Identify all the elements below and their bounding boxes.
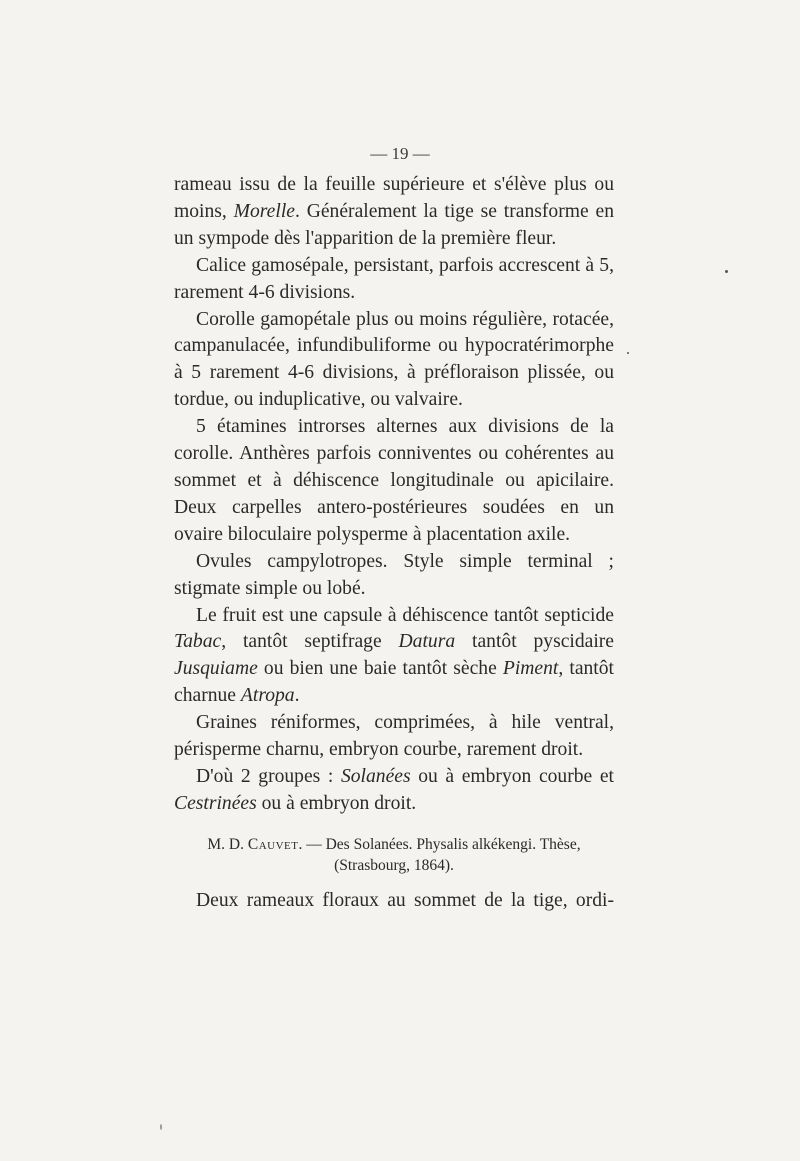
text-run: , tantôt septifrage: [221, 631, 399, 653]
paragraph-calice: Calice gamosépale, persistant, parfois accrescent à 5, rarement 4-6 divisions.: [174, 254, 614, 303]
ref-prefix: M. D.: [207, 835, 248, 853]
body-text: [174, 172, 614, 915]
paragraph-etamines: 5 étamines introrses alternes aux divisions de la corolle. Anthères parfois conniventes ou cohérentes au sommet et à déhiscence longitudinale ou apicilaire. Deux carpelles antero-postérieures soudées en un ovaire biloculaire polysperme à placentation axile.: [174, 416, 614, 545]
italic-term: Cestrinées: [174, 792, 257, 814]
page-number: — 19 —: [370, 144, 430, 163]
italic-term: Tabac: [174, 631, 222, 653]
text-run: ou à embryon courbe et: [410, 765, 614, 787]
italic-term: Solanées: [340, 765, 411, 787]
text-run: , tantôt charnue: [174, 658, 614, 707]
italic-term: Atropa: [240, 685, 295, 707]
paragraph-groupes: [174, 764, 614, 818]
text-run: D'où 2 groupes :: [196, 765, 341, 787]
paper-speck: [725, 270, 728, 273]
paragraph-graines: Graines réniformes, comprimées, à hile ventral, périsperme charnu, embryon courbe, rarement droit.: [174, 712, 614, 761]
text-run: tantôt pyscidaire: [455, 631, 615, 653]
paper-speck: [627, 352, 629, 354]
italic-term: Jusquiame: [174, 658, 258, 680]
italic-term: Morelle: [233, 200, 295, 222]
text-run: . Généralement la tige se transforme en un sympode dès l'apparition de la première fleur.: [174, 200, 614, 249]
text-run: Le fruit est une capsule à déhiscence tantôt septicide: [196, 604, 614, 626]
ref-place-date: (Strasbourg, 1864).: [334, 856, 454, 874]
paper-speck: [160, 1124, 162, 1130]
text-run: rameau issu de la feuille supérieure et s'élève plus ou moins,: [174, 174, 614, 222]
paragraph-corolle: Corolle gamopétale plus ou moins régulière, rotacée, campanulacée, infundibuliforme ou hypocratérimorphe à 5 rarement 4-6 divisions, à préfloraison plissée, ou tordue, ou induplicative, ou valvaire.: [174, 308, 614, 411]
bibliographic-reference: [174, 834, 614, 876]
text-run: ou à embryon droit.: [256, 792, 417, 814]
paragraph-rameaux: Deux rameaux floraux au sommet de la tige, ordi-: [196, 889, 614, 911]
italic-term: Piment: [502, 658, 559, 680]
italic-term: Datura: [398, 631, 456, 653]
paragraph-1: [174, 172, 614, 253]
text-run: .: [294, 685, 300, 707]
ref-title: . — Des Solanées. Physalis alkékengi. Thèse,: [298, 835, 581, 853]
paragraph-fruit: [174, 603, 614, 711]
ref-author: Cauvet: [247, 835, 299, 853]
paragraph-ovules: Ovules campylotropes. Style simple terminal ; stigmate simple ou lobé.: [174, 550, 614, 599]
text-run: ou bien une baie tantôt sèche: [257, 658, 503, 680]
